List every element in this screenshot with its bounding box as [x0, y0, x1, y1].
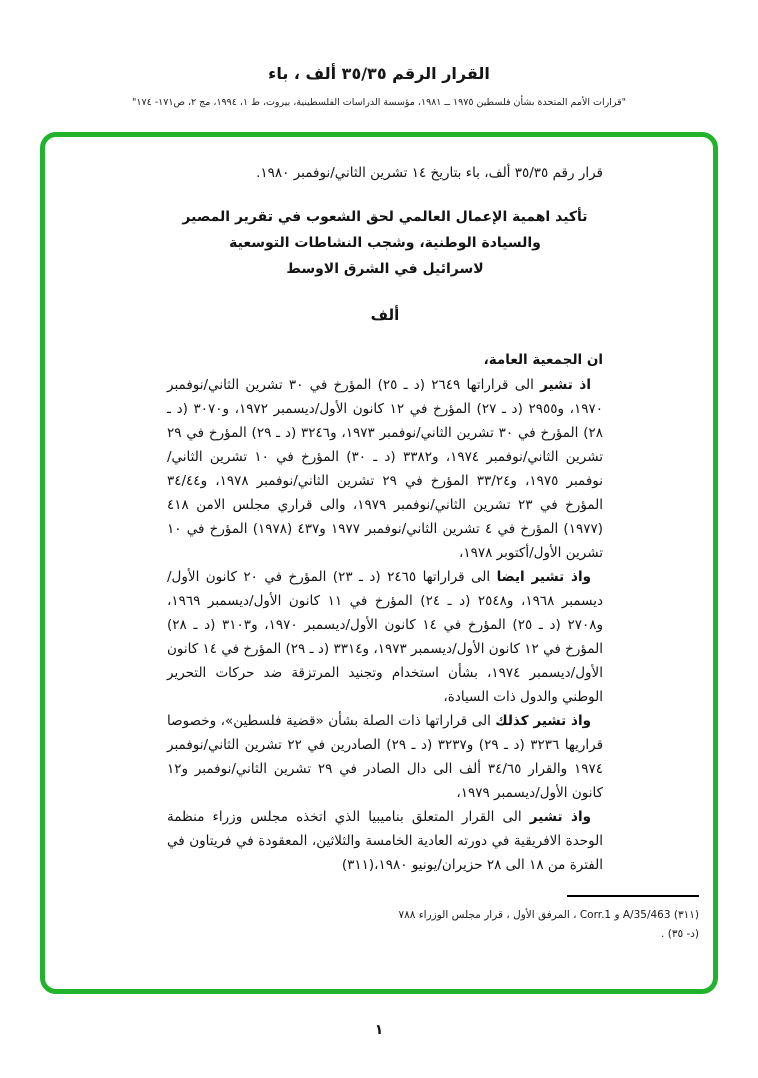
section-label: ألف: [370, 306, 400, 324]
footnote-area: [45, 895, 713, 944]
document-header: [0, 0, 758, 108]
preamble-opening: ان الجمعية العامة،: [483, 352, 603, 368]
paragraph-text: الى قراراتها ٢٤٦٥ (د ـ ٢٣) المؤرخ في ٢٠ كانون الأول/ديسمبر ١٩٦٨، و٢٥٤٨ (د ـ ٢٤) المؤرخ في ١١ كانون الأول/ديسمبر ١٩٦٩، و٢٧٠٨ (د ـ ٢٥) المؤرخ في ١٤ كانون الأول/ديسمبر ١٩٧٠، و٣١٠٣ (د ـ ٢٨) المؤرخ في ١٢ كانون الأول/ديسمبر ١٩٧٣، و٣٣١٤ (د ـ ٢٩) المؤرخ في ١٤ كانون الأول/ديسمبر ١٩٧٤، بشأن استخدام وتجنيد المرتزقة ضد حركات التحرير الوطني والدول ذات السيادة،: [167, 569, 604, 705]
resolution-subtitle: [167, 204, 603, 282]
paragraph-lead: اذ تشير: [540, 377, 591, 393]
preamble-paragraph: [167, 565, 603, 709]
subtitle-line: تأكيد اهمية الإعمال العالمي لحق الشعوب في تقرير المصير: [182, 209, 588, 225]
preamble-paragraph: [167, 805, 603, 877]
paragraph-text: الى قراراتها ذات الصلة بشأن «قضية فلسطين»، وخصوصا قراريها ٣٢٣٦ (د ـ ٢٩) و٣٢٣٧ (د ـ ٢٩) الصادرين في ٢٢ تشرين الثاني/نوفمبر ١٩٧٤ والقرار ٣٤/٦٥ ألف الى دال الصادر في ٢٩ تشرين الثاني/نوفمبر و١٢ كانون الأول/ديسمبر ١٩٧٩،: [167, 713, 604, 801]
footnote-line: (٣١١) A/35/463 و Corr.1 ، المرفق الأول ، قرار مجلس الوزراء ٧٨٨: [398, 909, 699, 921]
paragraph-lead: واذ تشير: [529, 809, 591, 825]
citation-line: "قرارات الأمم المتحدة بشأن فلسطين ١٩٧٥ ــ ١٩٨١، مؤسسة الدراسات الفلسطينية، بيروت، ط ١، ١٩٩٤، مج ٢، ص١٧١- ١٧٤": [131, 97, 626, 108]
document-title: القرار الرقم ٣٥/٣٥ ألف ، باء: [268, 64, 490, 83]
preamble-paragraph: [167, 709, 603, 805]
paragraph-lead: واذ تشير كذلك: [495, 713, 591, 729]
resolution-heading: قرار رقم ٣٥/٣٥ ألف، باء بتاريخ ١٤ تشرين الثاني/نوفمبر ١٩٨٠.: [256, 165, 603, 181]
paragraph-text: الى القرار المتعلق بناميبيا الذي اتخذه مجلس وزراء منظمة الوحدة الافريقية في دورته العادية الخامسة والثلاثين، المعقودة في فريتاون في الفترة من ١٨ الى ٢٨ حزيران/يونيو ١٩٨٠،(٣١١): [167, 809, 603, 873]
paragraph-lead: واذ تشير ايضا: [496, 569, 591, 585]
subtitle-line: لاسرائيل في الشرق الاوسط: [286, 261, 484, 277]
paragraph-text: الى قراراتها ٢٦٤٩ (د ـ ٢٥) المؤرخ في ٣٠ تشرين الثاني/نوفمبر ١٩٧٠، و٢٩٥٥ (د ـ ٢٧) المؤرخ في ١٢ كانون الأول/ديسمبر ١٩٧٢، و٣٠٧٠ (د ـ ٢٨) المؤرخ في ٣٠ تشرين الثاني/نوفمبر ١٩٧٣، و٣٢٤٦ (د ـ ٢٩) المؤرخ في ٢٩ تشرين الثاني/نوفمبر ١٩٧٤، و٣٣٨٢ (د ـ ٣٠) المؤرخ في ١٠ تشرين الثاني/نوفمبر ١٩٧٥، و٣٣/٢٤ المؤرخ في ٢٩ تشرين الثاني/نوفمبر ١٩٧٨، و٣٤/٤٤ المؤرخ في ٢٣ تشرين الثاني/نوفمبر ١٩٧٩، والى قراري مجلس الامن ٤١٨ (١٩٧٧) المؤرخ في ٤ تشرين الثاني/نوفمبر ١٩٧٧ و٤٣٧ (١٩٧٨) المؤرخ في ١٠ تشرين الأول/أكتوبر ١٩٧٨،: [167, 377, 604, 561]
highlight-border-box: [40, 132, 718, 994]
footnote-line: (د- ٣٥) .: [661, 928, 699, 940]
footnote-separator: [567, 895, 699, 897]
preamble-paragraph: [167, 373, 603, 565]
resolution-content: [45, 163, 713, 877]
page-number: ١: [374, 1022, 384, 1038]
subtitle-line: والسيادة الوطنية، وشجب النشاطات التوسعية: [229, 235, 541, 251]
